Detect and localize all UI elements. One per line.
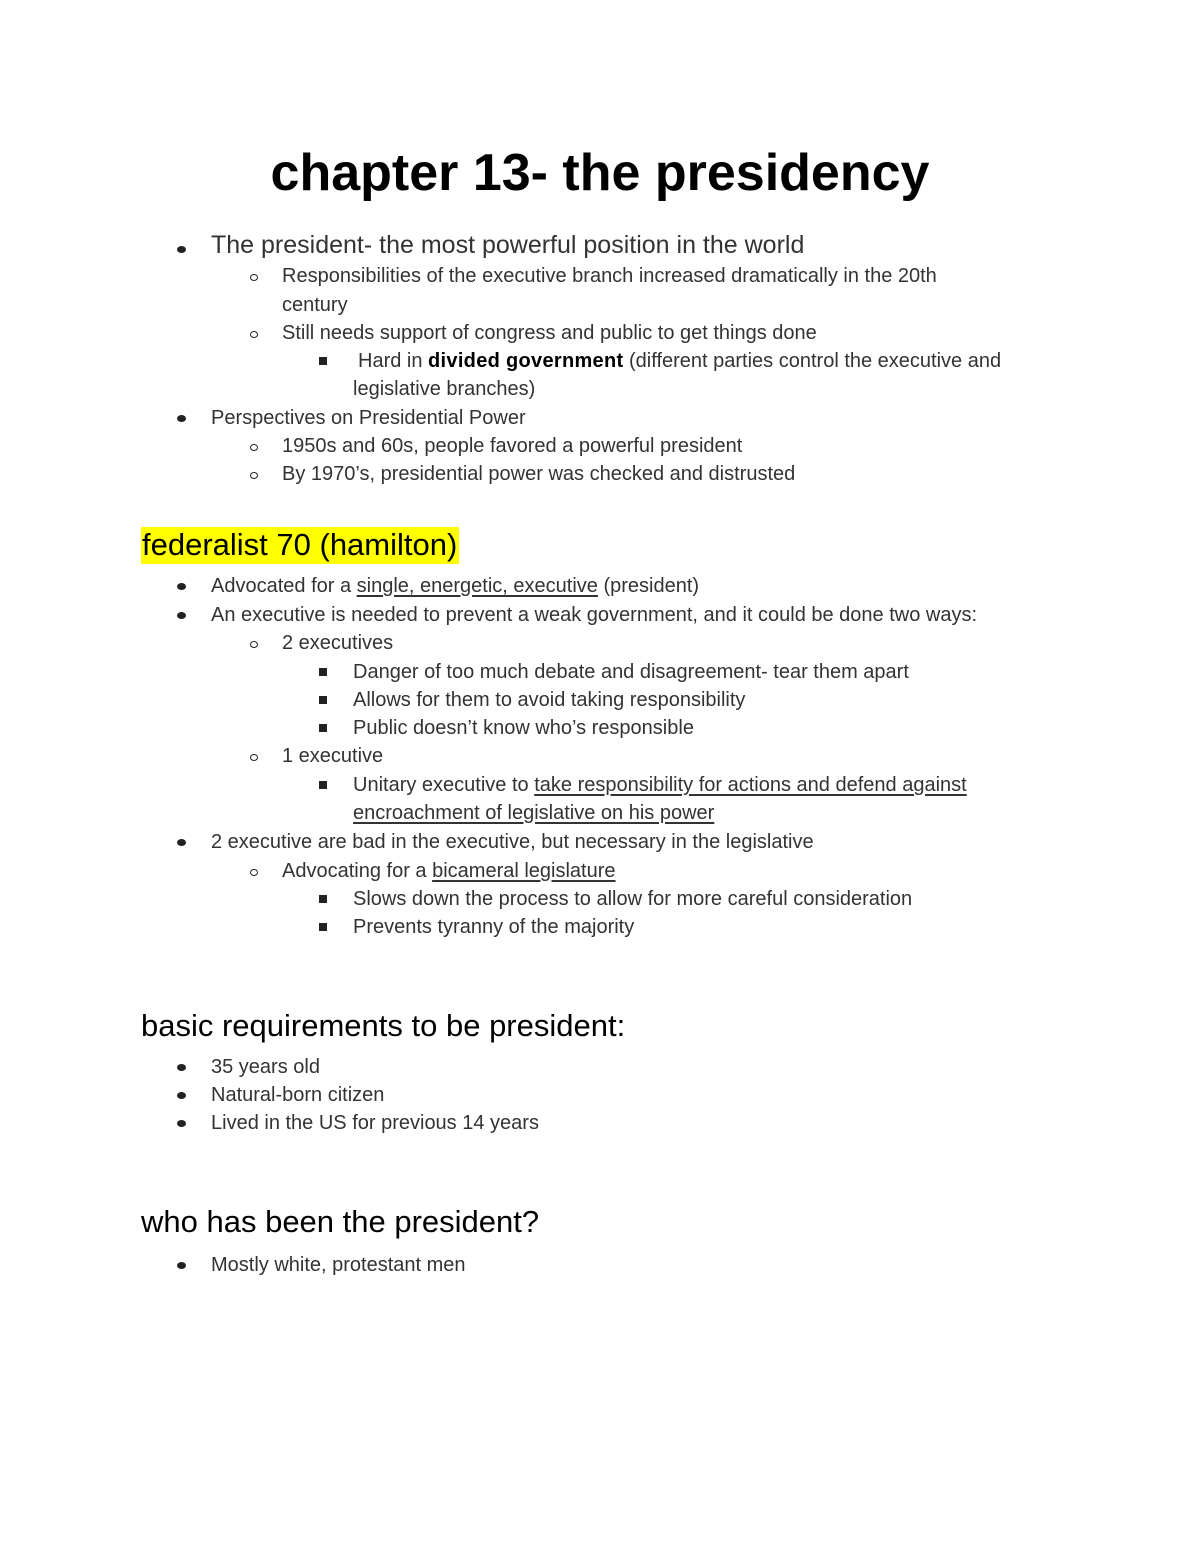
list-item (353, 771, 967, 799)
list-item (211, 231, 804, 259)
hollow-bullet-icon (250, 331, 258, 338)
square-bullet-icon (319, 696, 327, 704)
square-bullet-icon (319, 923, 327, 931)
section-heading: basic requirements to be president: (141, 1008, 626, 1043)
list-item-text: (different parties control the executive and (623, 350, 1002, 372)
hollow-bullet-icon (250, 641, 258, 648)
list-item (353, 714, 694, 742)
list-item (353, 686, 745, 714)
bold-term: divided government (428, 350, 624, 372)
square-bullet-icon (319, 781, 327, 789)
list-item-text: Danger of too much debate and disagreement- tear them apart (353, 661, 909, 683)
list-item-text: century (282, 294, 348, 316)
list-item (211, 1109, 539, 1137)
list-item-text: (president) (597, 575, 700, 597)
bullet-icon (177, 1120, 186, 1127)
square-bullet-icon (319, 895, 327, 903)
list-item-text: 2 executives (282, 632, 394, 654)
list-item-text: 35 years old (211, 1056, 320, 1078)
bullet-icon (177, 415, 186, 422)
list-item-text: Unitary executive to (353, 774, 535, 796)
underlined-text: take responsibility for actions and defend against (534, 774, 967, 796)
square-bullet-icon (319, 668, 327, 676)
list-item (353, 658, 909, 686)
list-item (211, 572, 699, 600)
list-item (282, 319, 817, 347)
list-item-text: Advocated for a (211, 575, 357, 597)
bullet-icon (177, 612, 186, 619)
list-item-continuation (282, 291, 348, 319)
bullet-icon (177, 839, 186, 846)
list-item (353, 913, 634, 941)
list-item-text: Public doesn’t know who’s responsible (353, 717, 694, 739)
list-item (282, 857, 616, 885)
list-item-text: Responsibilities of the executive branch increased dramatically in the 20th (282, 265, 937, 287)
list-item-text: Advocating for a (282, 860, 433, 882)
list-item-continuation (353, 375, 535, 403)
list-item (211, 1053, 320, 1081)
list-item (211, 601, 977, 629)
list-item (211, 404, 526, 432)
hollow-bullet-icon (250, 472, 258, 479)
list-item-text: Allows for them to avoid taking responsibility (353, 689, 746, 711)
list-item-text: Natural-born citizen (211, 1084, 385, 1106)
list-item-text: An executive is needed to prevent a weak government, and it could be done two ways: (211, 604, 978, 626)
list-item-text: Lived in the US for previous 14 years (211, 1112, 539, 1134)
list-item (211, 828, 814, 856)
bullet-icon (177, 1262, 186, 1269)
list-item (282, 629, 393, 657)
square-bullet-icon (319, 357, 327, 365)
list-item-text: 2 executive are bad in the executive, but necessary in the legislative (211, 831, 814, 853)
list-item-text: Prevents tyranny of the majority (353, 916, 635, 938)
list-item (353, 885, 912, 913)
hollow-bullet-icon (250, 444, 258, 451)
bullet-icon (177, 1064, 186, 1071)
bullet-icon (177, 1092, 186, 1099)
bullet-icon (177, 583, 186, 590)
list-item-text: Perspectives on Presidential Power (211, 407, 526, 429)
hollow-bullet-icon (250, 869, 258, 876)
bullet-icon (177, 246, 186, 253)
list-item-text: Mostly white, protestant men (211, 1254, 466, 1276)
square-bullet-icon (319, 724, 327, 732)
underlined-text: encroachment of legislative on his power (353, 802, 715, 824)
highlighted-heading: federalist 70 (hamilton) (142, 527, 458, 562)
list-item (282, 742, 383, 770)
list-item-text: Slows down the process to allow for more careful consideration (353, 888, 913, 910)
list-item (211, 1081, 384, 1109)
list-item-text: legislative branches) (353, 378, 536, 400)
list-item-text: Still needs support of congress and public to get things done (282, 322, 817, 344)
list-item (211, 1251, 466, 1279)
hollow-bullet-icon (250, 274, 258, 281)
list-item (282, 460, 795, 488)
page-title: chapter 13- the presidency (270, 144, 930, 202)
list-item (282, 262, 937, 290)
underlined-text: bicameral legislature (432, 860, 616, 882)
list-item-continuation (353, 799, 714, 827)
section-heading (141, 525, 459, 565)
list-item-text: 1 executive (282, 745, 384, 767)
list-item (353, 347, 1001, 375)
underlined-text: single, energetic, executive (356, 575, 598, 597)
hollow-bullet-icon (250, 754, 258, 761)
list-item-text: By 1970’s, presidential power was checked and distrusted (282, 463, 796, 485)
section-heading: who has been the president? (141, 1204, 540, 1239)
list-item-text: 1950s and 60s, people favored a powerful president (282, 435, 743, 457)
list-item (282, 432, 742, 460)
list-item-text: Hard in (358, 350, 429, 372)
list-item-text: The president- the most powerful position in the world (211, 231, 805, 259)
